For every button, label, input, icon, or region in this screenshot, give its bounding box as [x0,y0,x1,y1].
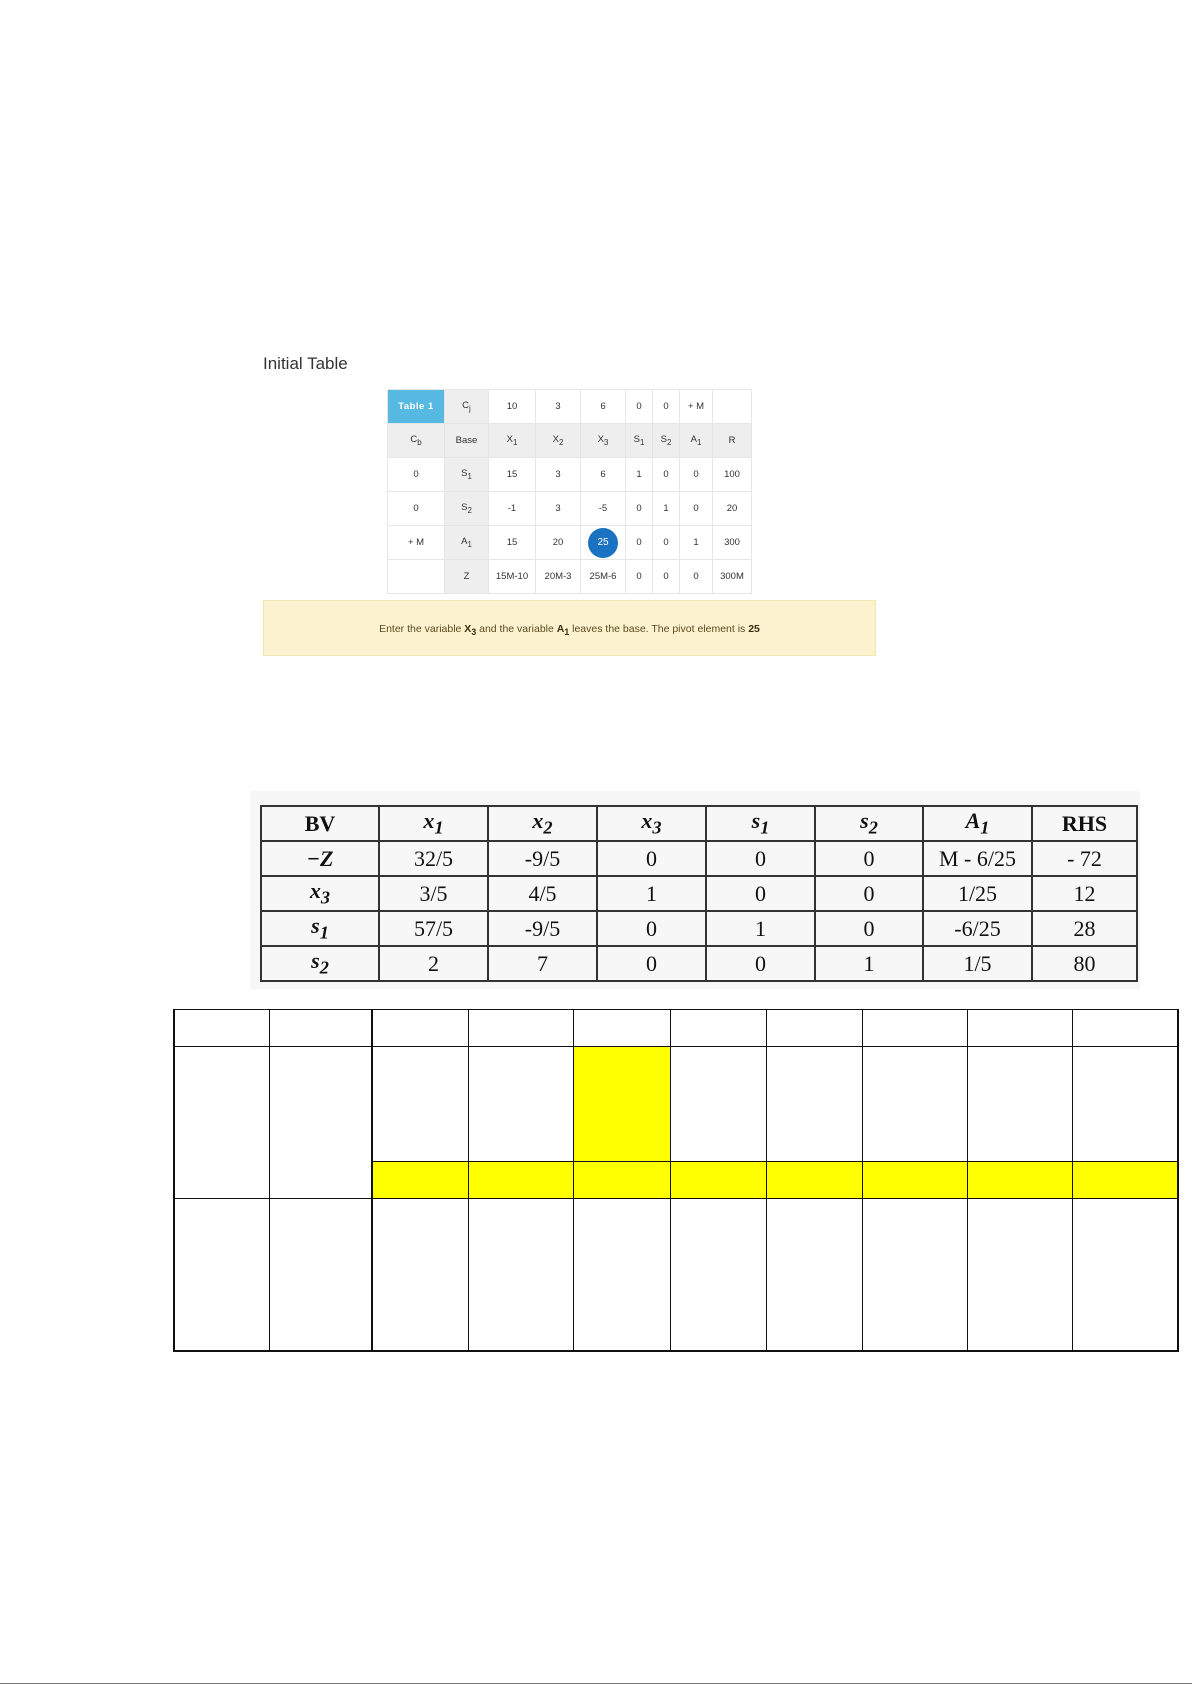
value-cell: 2 [379,946,488,981]
value-cell: 0 [706,841,815,876]
value-cell: 1/5 [923,946,1032,981]
header-a1: $A_1$ [680,424,713,458]
cj-cell [713,390,752,424]
z-cell: 15M-10 [489,560,536,594]
pivot-value: 25 [748,623,760,635]
value-cell: 80 [1032,946,1137,981]
pivot-element: 25 [588,528,618,558]
grid-line [173,1198,1179,1199]
cj-row [388,390,752,424]
header-a1: $A_1$ [923,806,1032,841]
value-cell: 100 [713,458,752,492]
pivot-cell [581,526,626,560]
pivot-row-highlight [372,1161,1179,1199]
cb-cell [388,560,445,594]
value-cell: 0 [706,876,815,911]
value-cell: 15 [489,458,536,492]
value-cell: 1 [706,911,815,946]
value-cell: 20 [713,492,752,526]
grid-line [862,1009,863,1352]
bv-cell: $x_3$ [261,876,379,911]
value-cell: 1 [597,876,706,911]
value-cell: 0 [653,526,680,560]
header-cb: $C_b$ [388,424,445,458]
value-cell: -9/5 [488,841,597,876]
value-cell: -5 [581,492,626,526]
header-s1: $s_1$ [706,806,815,841]
grid-line [468,1009,469,1352]
bv-cell: −Z [261,841,379,876]
table-row [261,911,1137,946]
value-cell: 0 [653,458,680,492]
grid-line [371,1009,373,1352]
grid-line [173,1009,175,1352]
grid-line [573,1009,574,1352]
cj-cell: 0 [653,390,680,424]
z-cell: 0 [653,560,680,594]
header-bv: BV [261,806,379,841]
base-cell: $S_2$ [445,492,489,526]
z-cell: 25M-6 [581,560,626,594]
header-s2: $s_2$ [815,806,923,841]
header-x1: $x_1$ [379,806,488,841]
grid-line [173,1046,1179,1047]
grid-line [173,1009,1179,1010]
header-rhs: RHS [1032,806,1137,841]
leaving-variable: $A_1$ [556,623,570,638]
grid-line [967,1009,968,1352]
grid-line [1072,1009,1073,1352]
value-cell: M - 6/25 [923,841,1032,876]
value-cell: 3/5 [379,876,488,911]
table-row [261,946,1137,981]
value-cell: 3 [536,492,581,526]
value-cell: -6/25 [923,911,1032,946]
table-row [261,841,1137,876]
base-cell: Z [445,560,489,594]
value-cell: 0 [815,911,923,946]
value-cell: 0 [597,911,706,946]
value-cell: 0 [680,492,713,526]
cj-cell: 3 [536,390,581,424]
value-cell: 1 [680,526,713,560]
value-cell: -9/5 [488,911,597,946]
value-cell: 300 [713,526,752,560]
cj-cell: 10 [489,390,536,424]
grid-line [372,1161,1179,1162]
pivot-notice: Enter the variable $X_3$ and the variable $A_1$ leaves the base. The pivot element is 25 [263,600,876,656]
z-cell: 20M-3 [536,560,581,594]
value-cell: 0 [815,841,923,876]
base-cell: $A_1$ [445,526,489,560]
table-row [388,492,752,526]
grid-line [766,1009,767,1352]
value-cell: 20 [536,526,581,560]
cb-cell: + M [388,526,445,560]
value-cell: 15 [489,526,536,560]
value-cell: 28 [1032,911,1137,946]
bv-cell: $s_2$ [261,946,379,981]
table-badge: Table 1 [388,390,445,424]
header-x3: $x_3$ [597,806,706,841]
value-cell: 0 [680,458,713,492]
header-x1: $X_1$ [489,424,536,458]
value-cell: 0 [706,946,815,981]
cj-label: $C_j$ [445,390,489,424]
cj-cell: 6 [581,390,626,424]
value-cell: 6 [581,458,626,492]
header-s2: $S_2$ [653,424,680,458]
bv-cell: $s_1$ [261,911,379,946]
table-row [388,458,752,492]
result-header-row [261,806,1137,841]
table-row [261,876,1137,911]
grid-line [173,1350,1179,1352]
value-cell: 1 [626,458,653,492]
header-r: R [713,424,752,458]
simplex-initial-table [387,389,752,594]
value-cell: 1 [815,946,923,981]
z-cell: 300M [713,560,752,594]
value-cell: 3 [536,458,581,492]
header-base: Base [445,424,489,458]
z-cell: 0 [680,560,713,594]
value-cell: 1 [653,492,680,526]
value-cell: 4/5 [488,876,597,911]
header-x3: $X_3$ [581,424,626,458]
header-x2: $x_2$ [488,806,597,841]
z-row [388,560,752,594]
section-title: Initial Table [263,354,348,373]
value-cell: 32/5 [379,841,488,876]
cb-cell: 0 [388,458,445,492]
table-row [388,526,752,560]
base-cell: $S_1$ [445,458,489,492]
cj-cell: + M [680,390,713,424]
value-cell: 12 [1032,876,1137,911]
value-cell: 0 [597,841,706,876]
value-cell: 0 [597,946,706,981]
cb-cell: 0 [388,492,445,526]
grid-line [1177,1009,1179,1352]
grid-line [269,1009,270,1352]
cj-cell: 0 [626,390,653,424]
value-cell: 7 [488,946,597,981]
value-cell: -1 [489,492,536,526]
value-cell: 1/25 [923,876,1032,911]
header-x2: $X_2$ [536,424,581,458]
header-row [388,424,752,458]
value-cell: 0 [626,492,653,526]
entering-variable: $X_3$ [464,623,477,638]
grid-line [670,1009,671,1352]
header-s1: $S_1$ [626,424,653,458]
value-cell: 0 [815,876,923,911]
page-bottom-rule [0,1683,1192,1684]
value-cell: - 72 [1032,841,1137,876]
z-cell: 0 [626,560,653,594]
result-table [260,805,1138,982]
value-cell: 0 [626,526,653,560]
value-cell: 57/5 [379,911,488,946]
